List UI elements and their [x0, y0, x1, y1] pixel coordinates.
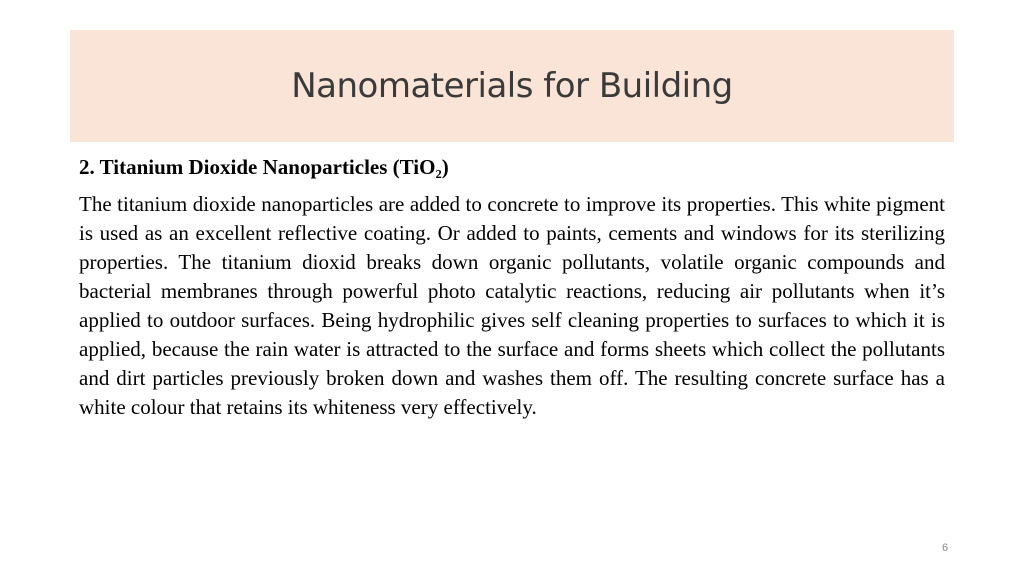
page-number: 6	[941, 542, 949, 554]
title-band	[70, 30, 954, 142]
content-area	[79, 154, 945, 422]
section-heading: 2. Titanium Dioxide Nanoparticles (TiO₂)	[79, 155, 449, 179]
slide-title: Nanomaterials for Building	[291, 66, 733, 106]
body-paragraph: The titanium dioxide nanoparticles are added to concrete to improve its properties. This white pigment is used as an excellent reflective coating. Or added to paints, cements and windows for its sterilizing properties. The titanium dioxid breaks down organic pollutants, volatile organic compounds and bacterial membranes through powerful photo catalytic reactions, reducing air pollutants when it’s applied to outdoor surfaces. Being hydrophilic gives self cleaning properties to surfaces to which it is applied, because the rain water is attracted to the surface and forms sheets which collect the pollutants and dirt particles previously broken down and washes them off. The resulting concrete surface has a white colour that retains its whiteness very effectively.	[79, 192, 945, 419]
